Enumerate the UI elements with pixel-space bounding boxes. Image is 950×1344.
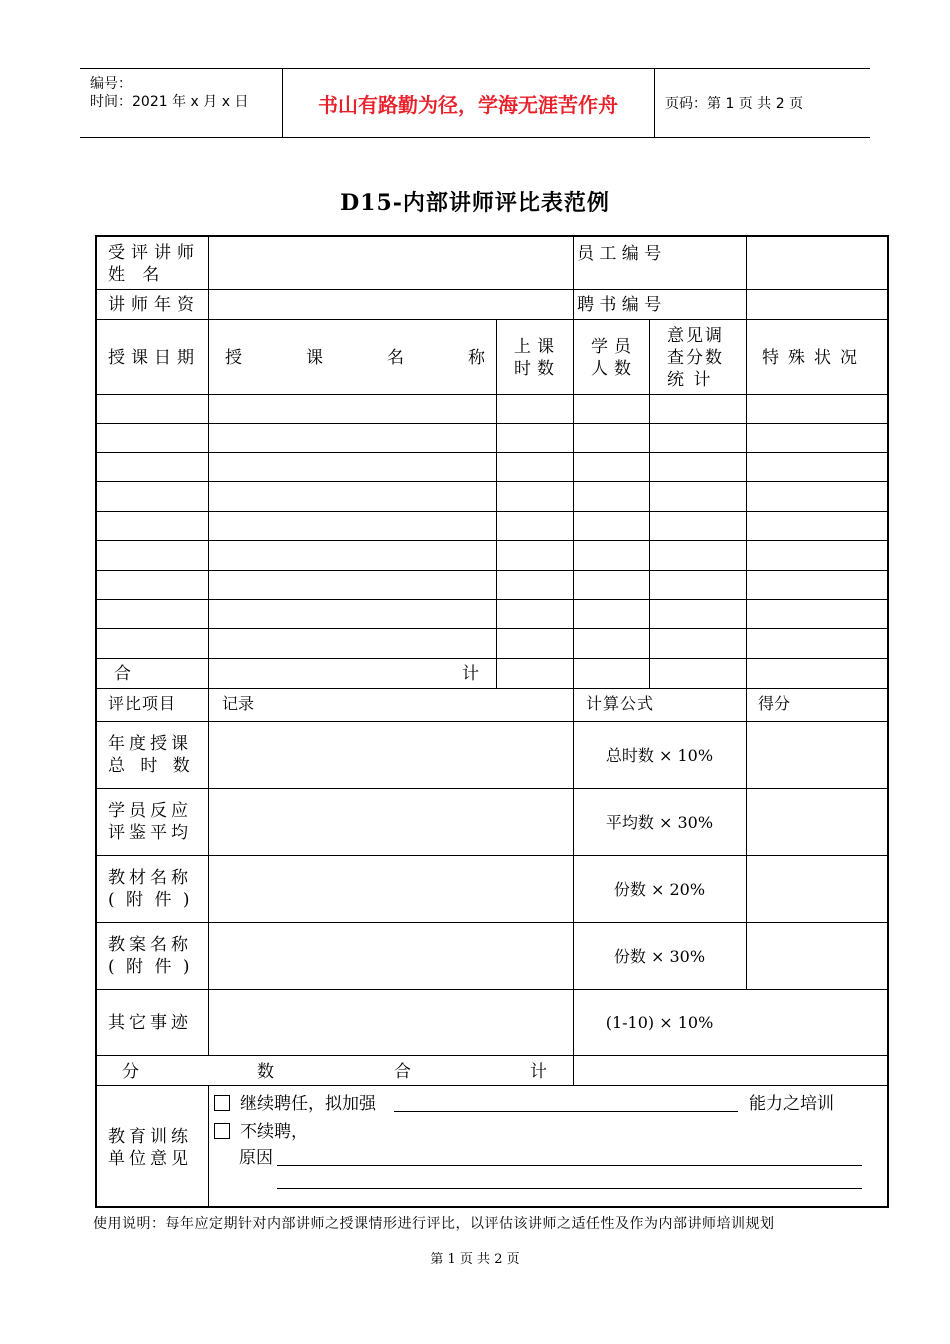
- document-header: [80, 68, 870, 138]
- score-item-4: 教案名称: [108, 935, 192, 955]
- page-footer: 第 1 页 共 2 页: [430, 1252, 520, 1267]
- formula-2: 平均数 × 30%: [605, 813, 714, 832]
- header-slogan: 书山有路勤为径，学海无涯苦作舟: [282, 69, 655, 137]
- discontinue-checkbox[interactable]: [214, 1123, 230, 1139]
- seniority-label: 讲师年资: [108, 295, 200, 315]
- score-item-2b: 评鉴平均: [108, 823, 192, 843]
- col-course-name: 授 课 名 称: [225, 348, 485, 368]
- lecturer-name-label-2: 姓 名: [108, 265, 166, 285]
- option-continue-label: 继续聘任，拟加强: [240, 1094, 376, 1114]
- col-survey-3: 统 计: [667, 370, 713, 390]
- col-record: 记录: [222, 694, 255, 713]
- opinion-label-2: 单位意见: [108, 1149, 192, 1169]
- lecturer-name-field[interactable]: [210, 238, 571, 288]
- employee-no-label: 员 工 编 号: [577, 244, 662, 264]
- col-item: 评比项目: [108, 694, 177, 713]
- option-continue: [214, 1093, 376, 1115]
- score-item-3b: ( 附 件 ): [108, 890, 193, 910]
- page-title: D15-内部讲师评比表范例: [340, 190, 610, 216]
- col-students-2: 人数: [591, 359, 637, 379]
- col-students: 学员: [591, 337, 637, 357]
- score-item-1b: 总 时 数: [108, 756, 195, 776]
- score-item-5: 其它事迹: [108, 1013, 192, 1033]
- formula-5: (1-10) × 10%: [605, 1013, 714, 1032]
- formula-3: 份数 × 20%: [613, 880, 706, 899]
- formula-4: 份数 × 30%: [613, 947, 706, 966]
- seniority-field[interactable]: [210, 290, 571, 318]
- employee-no-field[interactable]: [748, 238, 887, 288]
- opinion-label: 教育训练: [108, 1127, 192, 1147]
- score-total-3: 合: [394, 1062, 411, 1082]
- col-hours: 上课: [514, 337, 560, 357]
- score-item-2: 学员反应: [108, 801, 192, 821]
- continue-checkbox[interactable]: [214, 1095, 230, 1111]
- col-date: 授课日期: [108, 348, 200, 368]
- formula-1: 总时数 × 10%: [605, 746, 714, 765]
- doc-number-label: 编号：: [90, 76, 132, 92]
- header-meta: [80, 69, 283, 137]
- time-label: 时间：2021 年 x 月 x 日: [90, 94, 249, 110]
- appointment-no-label: 聘 书 编 号: [577, 295, 662, 315]
- col-survey: 意见调: [667, 326, 724, 346]
- score-item-1: 年度授课: [108, 734, 192, 754]
- option-discontinue-label: 不续聘，: [240, 1122, 308, 1142]
- col-special: 特殊状况: [762, 348, 866, 368]
- option-continue-suffix: 能力之培训: [749, 1094, 834, 1114]
- score-item-3: 教材名称: [108, 868, 192, 888]
- score-total-2: 数: [257, 1062, 274, 1082]
- appointment-no-field[interactable]: [748, 290, 887, 318]
- col-score: 得分: [758, 694, 791, 713]
- reason-label: 原因: [239, 1148, 273, 1168]
- score-total-1: 分: [122, 1062, 139, 1082]
- usage-note: 使用说明：每年应定期针对内部讲师之授课情形进行评比，以评估该讲师之适任性及作为内部讲师培训规划: [93, 1216, 775, 1232]
- evaluation-form: [95, 235, 889, 1208]
- reason-line-1[interactable]: [277, 1165, 862, 1166]
- score-total-4: 计: [530, 1062, 547, 1082]
- col-survey-2: 查分数: [667, 348, 724, 368]
- header-page-info: 页码：第 1 页 共 2 页: [665, 96, 804, 112]
- total-label-left: 合: [114, 664, 131, 684]
- score-item-4b: ( 附 件 ): [108, 957, 193, 977]
- col-formula: 计算公式: [586, 694, 655, 713]
- lecturer-name-label: 受评讲师: [108, 243, 200, 263]
- training-ability-line[interactable]: [394, 1111, 738, 1112]
- col-hours-2: 时数: [514, 359, 560, 379]
- reason-line-2[interactable]: [277, 1188, 862, 1189]
- total-label-right: 计: [462, 664, 479, 684]
- option-discontinue: [214, 1121, 308, 1143]
